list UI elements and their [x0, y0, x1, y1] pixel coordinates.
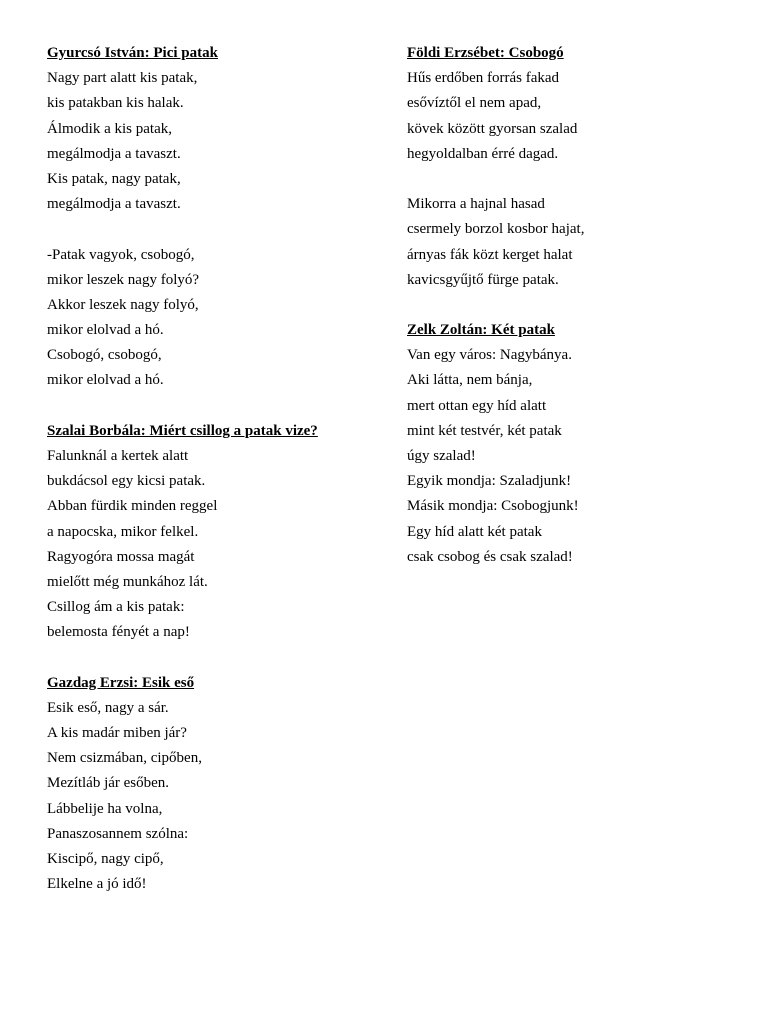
poem-line: csak csobog és csak szalad!	[407, 548, 573, 565]
left-column	[47, 41, 387, 897]
poem-line: mikor elolvad a hó.	[47, 372, 164, 389]
poem-line: úgy szalad!	[407, 448, 476, 464]
poem-line: a napocska, mikor felkel.	[47, 523, 199, 540]
poem-line: mint két testvér, két patak	[407, 422, 562, 439]
poem	[407, 318, 747, 570]
poem-line: Másik mondja: Csobogjunk!	[407, 498, 579, 515]
poem-line: Esik eső, nagy a sár.	[47, 699, 169, 716]
poem-line: Kis patak, nagy patak,	[47, 170, 181, 187]
poem-line: Egyik mondja: Szaladjunk!	[407, 473, 572, 490]
poem-line: mikor elolvad a hó.	[47, 322, 164, 339]
poem-line: Akkor leszek nagy folyó,	[47, 296, 199, 313]
stanza-break	[47, 217, 387, 242]
poem-separator	[47, 394, 387, 419]
poem-line: Lábbelije ha volna,	[47, 800, 163, 817]
poem-line: Van egy város: Nagybánya.	[407, 347, 572, 364]
poem-line: Csobogó, csobogó,	[47, 347, 162, 364]
poem-title: Szalai Borbála: Miért csillog a patak vize?	[47, 422, 318, 439]
poem-line: Csillog ám a kis patak:	[47, 599, 185, 616]
poem-line: kavicsgyűjtő fürge patak.	[407, 271, 559, 288]
poem-line: megálmodja a tavaszt.	[47, 145, 181, 162]
poem-line: Kiscipő, nagy cipő,	[47, 851, 164, 867]
poem-line: Ragyogóra mossa magát	[47, 548, 195, 565]
poem-separator	[47, 646, 387, 671]
poem-line: Nagy part alatt kis patak,	[47, 70, 198, 87]
poem-line: hegyoldalban érré dagad.	[407, 145, 559, 162]
poem	[47, 419, 387, 646]
poem-line: Álmodik a kis patak,	[47, 120, 172, 137]
poem-line: mert ottan egy híd alatt	[407, 397, 547, 414]
poem-line: -Patak vagyok, csobogó,	[47, 246, 195, 263]
poem-line: Nem csizmában, cipőben,	[47, 750, 202, 767]
poem-line: belemosta fényét a nap!	[47, 624, 190, 641]
poem	[47, 671, 387, 898]
poem	[47, 41, 387, 394]
poem-title: Gazdag Erzsi: Esik eső	[47, 674, 195, 691]
poem-line: Aki látta, nem bánja,	[407, 372, 533, 389]
poem-line: Elkelne a jó idő!	[47, 876, 147, 893]
poem-line: bukdácsol egy kicsi patak.	[47, 473, 206, 490]
poem-line: kis patakban kis halak.	[47, 95, 184, 112]
poem-line: Abban fürdik minden reggel	[47, 498, 218, 515]
poem-line: megálmodja a tavaszt.	[47, 196, 181, 213]
stanza-break	[407, 167, 747, 192]
poem-title: Földi Erzsébet: Csobogó	[407, 45, 564, 61]
poem-line: esővíztől el nem apad,	[407, 95, 542, 112]
right-column	[407, 41, 747, 570]
poem-line: mielőtt még munkához lát.	[47, 573, 208, 590]
poem-title: Zelk Zoltán: Két patak	[407, 322, 555, 339]
poem-line: Mezítláb jár esőben.	[47, 775, 170, 792]
poem-line: csermely borzol kosbor hajat,	[407, 221, 585, 238]
poem-line: Mikorra a hajnal hasad	[407, 196, 545, 213]
poem-line: Hűs erdőben forrás fakad	[407, 70, 560, 87]
poem-line: Falunknál a kertek alatt	[47, 448, 189, 464]
poem	[407, 41, 747, 293]
poem-line: mikor leszek nagy folyó?	[47, 271, 200, 288]
poem-line: kövek között gyorsan szalad	[407, 120, 578, 137]
poem-separator	[407, 293, 747, 318]
poem-line: A kis madár miben jár?	[47, 725, 187, 742]
poem-title: Gyurcsó István: Pici patak	[47, 45, 218, 61]
poem-line: Panaszosannem szólna:	[47, 825, 189, 842]
poem-line: árnyas fák közt kerget halat	[407, 246, 573, 263]
poem-line: Egy híd alatt két patak	[407, 523, 542, 540]
